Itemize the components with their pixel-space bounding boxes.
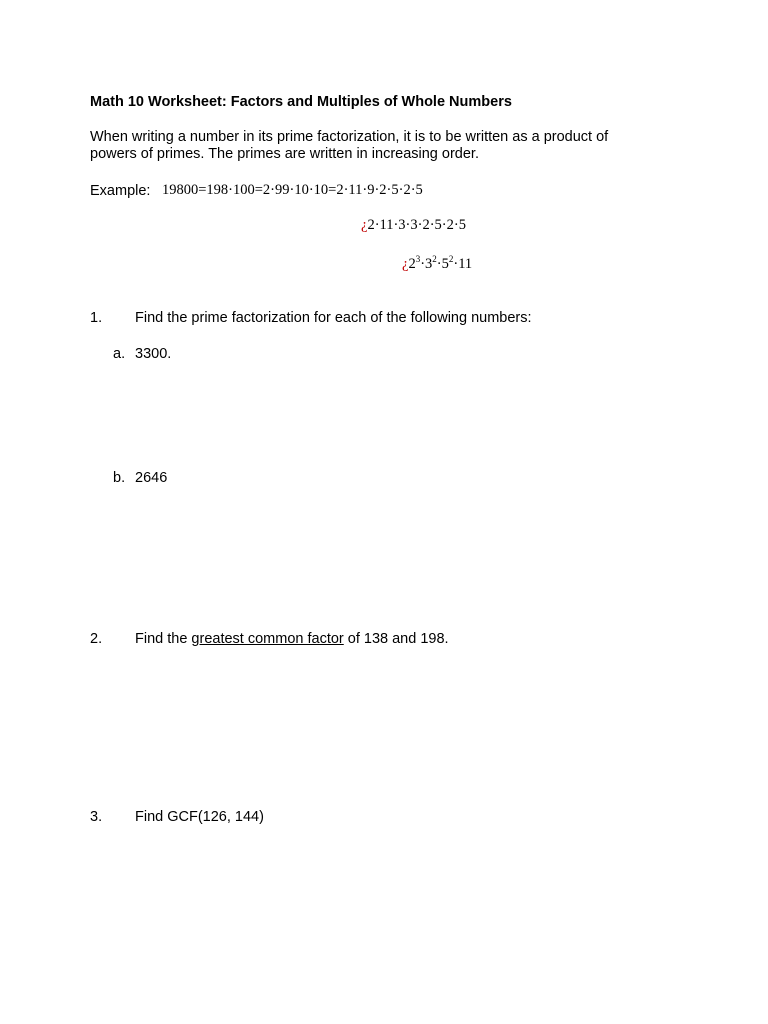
question-1-number: 1. bbox=[90, 310, 103, 326]
question-2-text-before: Find the bbox=[135, 631, 192, 647]
question-1b-text: 2646 bbox=[135, 470, 168, 486]
question-2-text bbox=[135, 631, 449, 647]
intro-paragraph bbox=[90, 129, 690, 163]
factor-11: ·11 bbox=[453, 256, 473, 272]
base-3: ·3 bbox=[420, 256, 433, 272]
question-3-number: 3. bbox=[90, 809, 103, 825]
question-1a-letter: a. bbox=[113, 346, 126, 362]
question-2-number: 2. bbox=[90, 631, 103, 647]
equation-placeholder-mark: ¿ bbox=[361, 217, 368, 233]
intro-line-2: powers of primes. The primes are written in increasing order. bbox=[90, 146, 479, 162]
base-2: 2 bbox=[408, 256, 416, 272]
exponent-2: 2 bbox=[448, 254, 454, 264]
greatest-common-factor-term: greatest common factor bbox=[191, 631, 344, 647]
worksheet-title: Math 10 Worksheet: Factors and Multiples of Whole Numbers bbox=[90, 94, 512, 110]
equation-2-text: 2·11·3·3·2·5·2·5 bbox=[367, 217, 466, 233]
question-1a-text: 3300. bbox=[135, 346, 172, 362]
example-equation-1: 19800=198·100=2·99·10·10=2·11·9·2·5·2·5 bbox=[162, 182, 423, 198]
equation-placeholder-mark: ¿ bbox=[402, 256, 409, 272]
exponent-2: 2 bbox=[432, 254, 437, 264]
question-1-text: Find the prime factorization for each of the following numbers: bbox=[135, 310, 532, 326]
base-5: ·5 bbox=[436, 256, 449, 272]
example-label: Example: bbox=[90, 183, 151, 199]
question-1b-letter: b. bbox=[113, 470, 126, 486]
example-equation-2 bbox=[361, 217, 466, 234]
exponent-3: 3 bbox=[415, 254, 421, 264]
intro-line-1: When writing a number in its prime factorization, it is to be written as a product of bbox=[90, 129, 609, 145]
question-2-text-after: of 138 and 198. bbox=[343, 631, 449, 647]
example-equation-3 bbox=[402, 256, 472, 273]
question-3-text: Find GCF(126, 144) bbox=[135, 809, 264, 825]
